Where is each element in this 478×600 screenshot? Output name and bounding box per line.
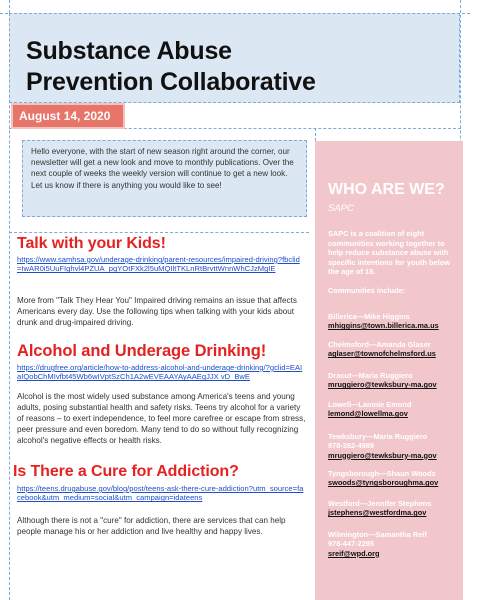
contact-phone: 978-447-2295	[328, 539, 375, 549]
contact-dracut	[328, 371, 463, 390]
contact-chelmsford	[328, 340, 463, 359]
article-link-cure[interactable]: https://teens.drugabuse.gov/blog/post/teens-ask-there-cure-addiction?utm_source=facebook&utm_medium=social&utm_campaign=idateens	[17, 484, 304, 503]
contact-tyngsborough	[328, 469, 463, 488]
sidebar-heading: WHO ARE WE?	[328, 181, 445, 198]
article-link-alcohol[interactable]: https://drugfree.org/article/how-to-address-alcohol-and-underage-drinking/?gclid=EAIaIQobChMIvfbt45Wb6wIVptSzCh1A2wEVEAAYAyAAEgJJX vD_BwE	[17, 363, 303, 382]
article-heading-alcohol: Alcohol and Underage Drinking!	[17, 342, 267, 360]
title-line-2: Prevention Collaborative	[26, 68, 316, 96]
article-link-talk[interactable]: https://www.samhsa.gov/underage-drinking/parent-resources/impaired-driving?fbclid=IwAR0i5UuFIghvl4PZUA_pgYOtFXk2l5uMQIltTKLnRtBrvttWnnWhCJzMgIE	[17, 255, 300, 274]
guide-line	[9, 232, 309, 233]
contact-email[interactable]: swoods@tyngsboroughma.gov	[328, 478, 439, 488]
contact-email[interactable]: mhiggins@town.billerica.ma.us	[328, 321, 439, 331]
contact-billerica	[328, 312, 463, 331]
sidebar-subheading: SAPC	[328, 203, 354, 214]
article-body-talk: More from "Talk They Hear You" Impaired driving remains an issue that affects Americans every day. Use the following tips when talking with your kids about drunk and drug-impaired driving.	[17, 296, 297, 327]
contact-name: Tyngsborough—Shaun Woods	[328, 469, 436, 478]
contact-tewksbury	[328, 432, 463, 460]
intro-text: Hello everyone, with the start of new season right around the corner, our newsletter will get a new look and move to monthly publications. Over the next couple of weeks the weekly version will continue to get a new look. Let us know if there is anything you would like to see!	[31, 147, 294, 190]
contact-email[interactable]: jstephens@westfordma.gov	[328, 508, 427, 518]
article-body-alcohol: Alcohol is the most widely used substance among America's teens and young adults, posing substantial health and safety risks. Teens try alcohol for a variety of reasons – to exert independence, to feel more carefree or escape from stress, peer pressure and even boredom. Many tend to do so without fully recognizing alcohol's negative effects or health risks.	[17, 392, 306, 445]
title-line-1: Substance Abuse	[26, 37, 232, 65]
contact-phone: 978-382-4989	[328, 441, 375, 451]
contact-email[interactable]: sreif@wpd.org	[328, 548, 380, 558]
contact-name: Tewksbury—Maria Ruggiero	[328, 432, 428, 441]
contact-westford	[328, 499, 463, 518]
who-are-we-sidebar	[315, 141, 463, 600]
contact-name: Westford—Jennifer Stephens	[328, 499, 432, 508]
newsletter-title	[26, 36, 316, 98]
contact-email[interactable]: lemond@lowellma.gov	[328, 409, 408, 419]
contact-name: Wilmington—Samantha Reif	[328, 530, 427, 539]
contact-name: Chelmsford—Amanda Glaser	[328, 340, 431, 349]
contact-wilmington	[328, 530, 463, 558]
contact-name: Billerica—Mike Higgins	[328, 312, 410, 321]
article-heading-talk: Talk with your Kids!	[17, 235, 166, 252]
date-badge: August 14, 2020	[13, 105, 123, 127]
guide-line	[9, 128, 461, 129]
title-box	[9, 13, 460, 103]
contact-name: Dracut—Maria Ruggiero	[328, 371, 413, 380]
contact-email[interactable]: mruggiero@tewksbury-ma.gov	[328, 380, 437, 390]
article-heading-cure: Is There a Cure for Addiction?	[13, 463, 239, 480]
contact-email[interactable]: aglaser@townofchelmsford.us	[328, 349, 436, 359]
contact-email[interactable]: mruggiero@tewksbury-ma.gov	[328, 450, 437, 460]
contact-lowell	[328, 400, 463, 419]
sidebar-description-text: SAPC is a coalition of eight communities working together to help reduce substance abuse with specific intentions for youth below the age of 18.	[328, 229, 450, 276]
contact-name: Lowell—Lainnie Emond	[328, 400, 412, 409]
sidebar-description	[328, 229, 460, 296]
communities-label: Communities include:	[328, 286, 406, 295]
article-body-cure: Although there is not a "cure" for addiction, there are services that can help people manage his or her addiction and live healthy and happy lives.	[17, 516, 286, 536]
intro-text-box	[22, 140, 307, 217]
